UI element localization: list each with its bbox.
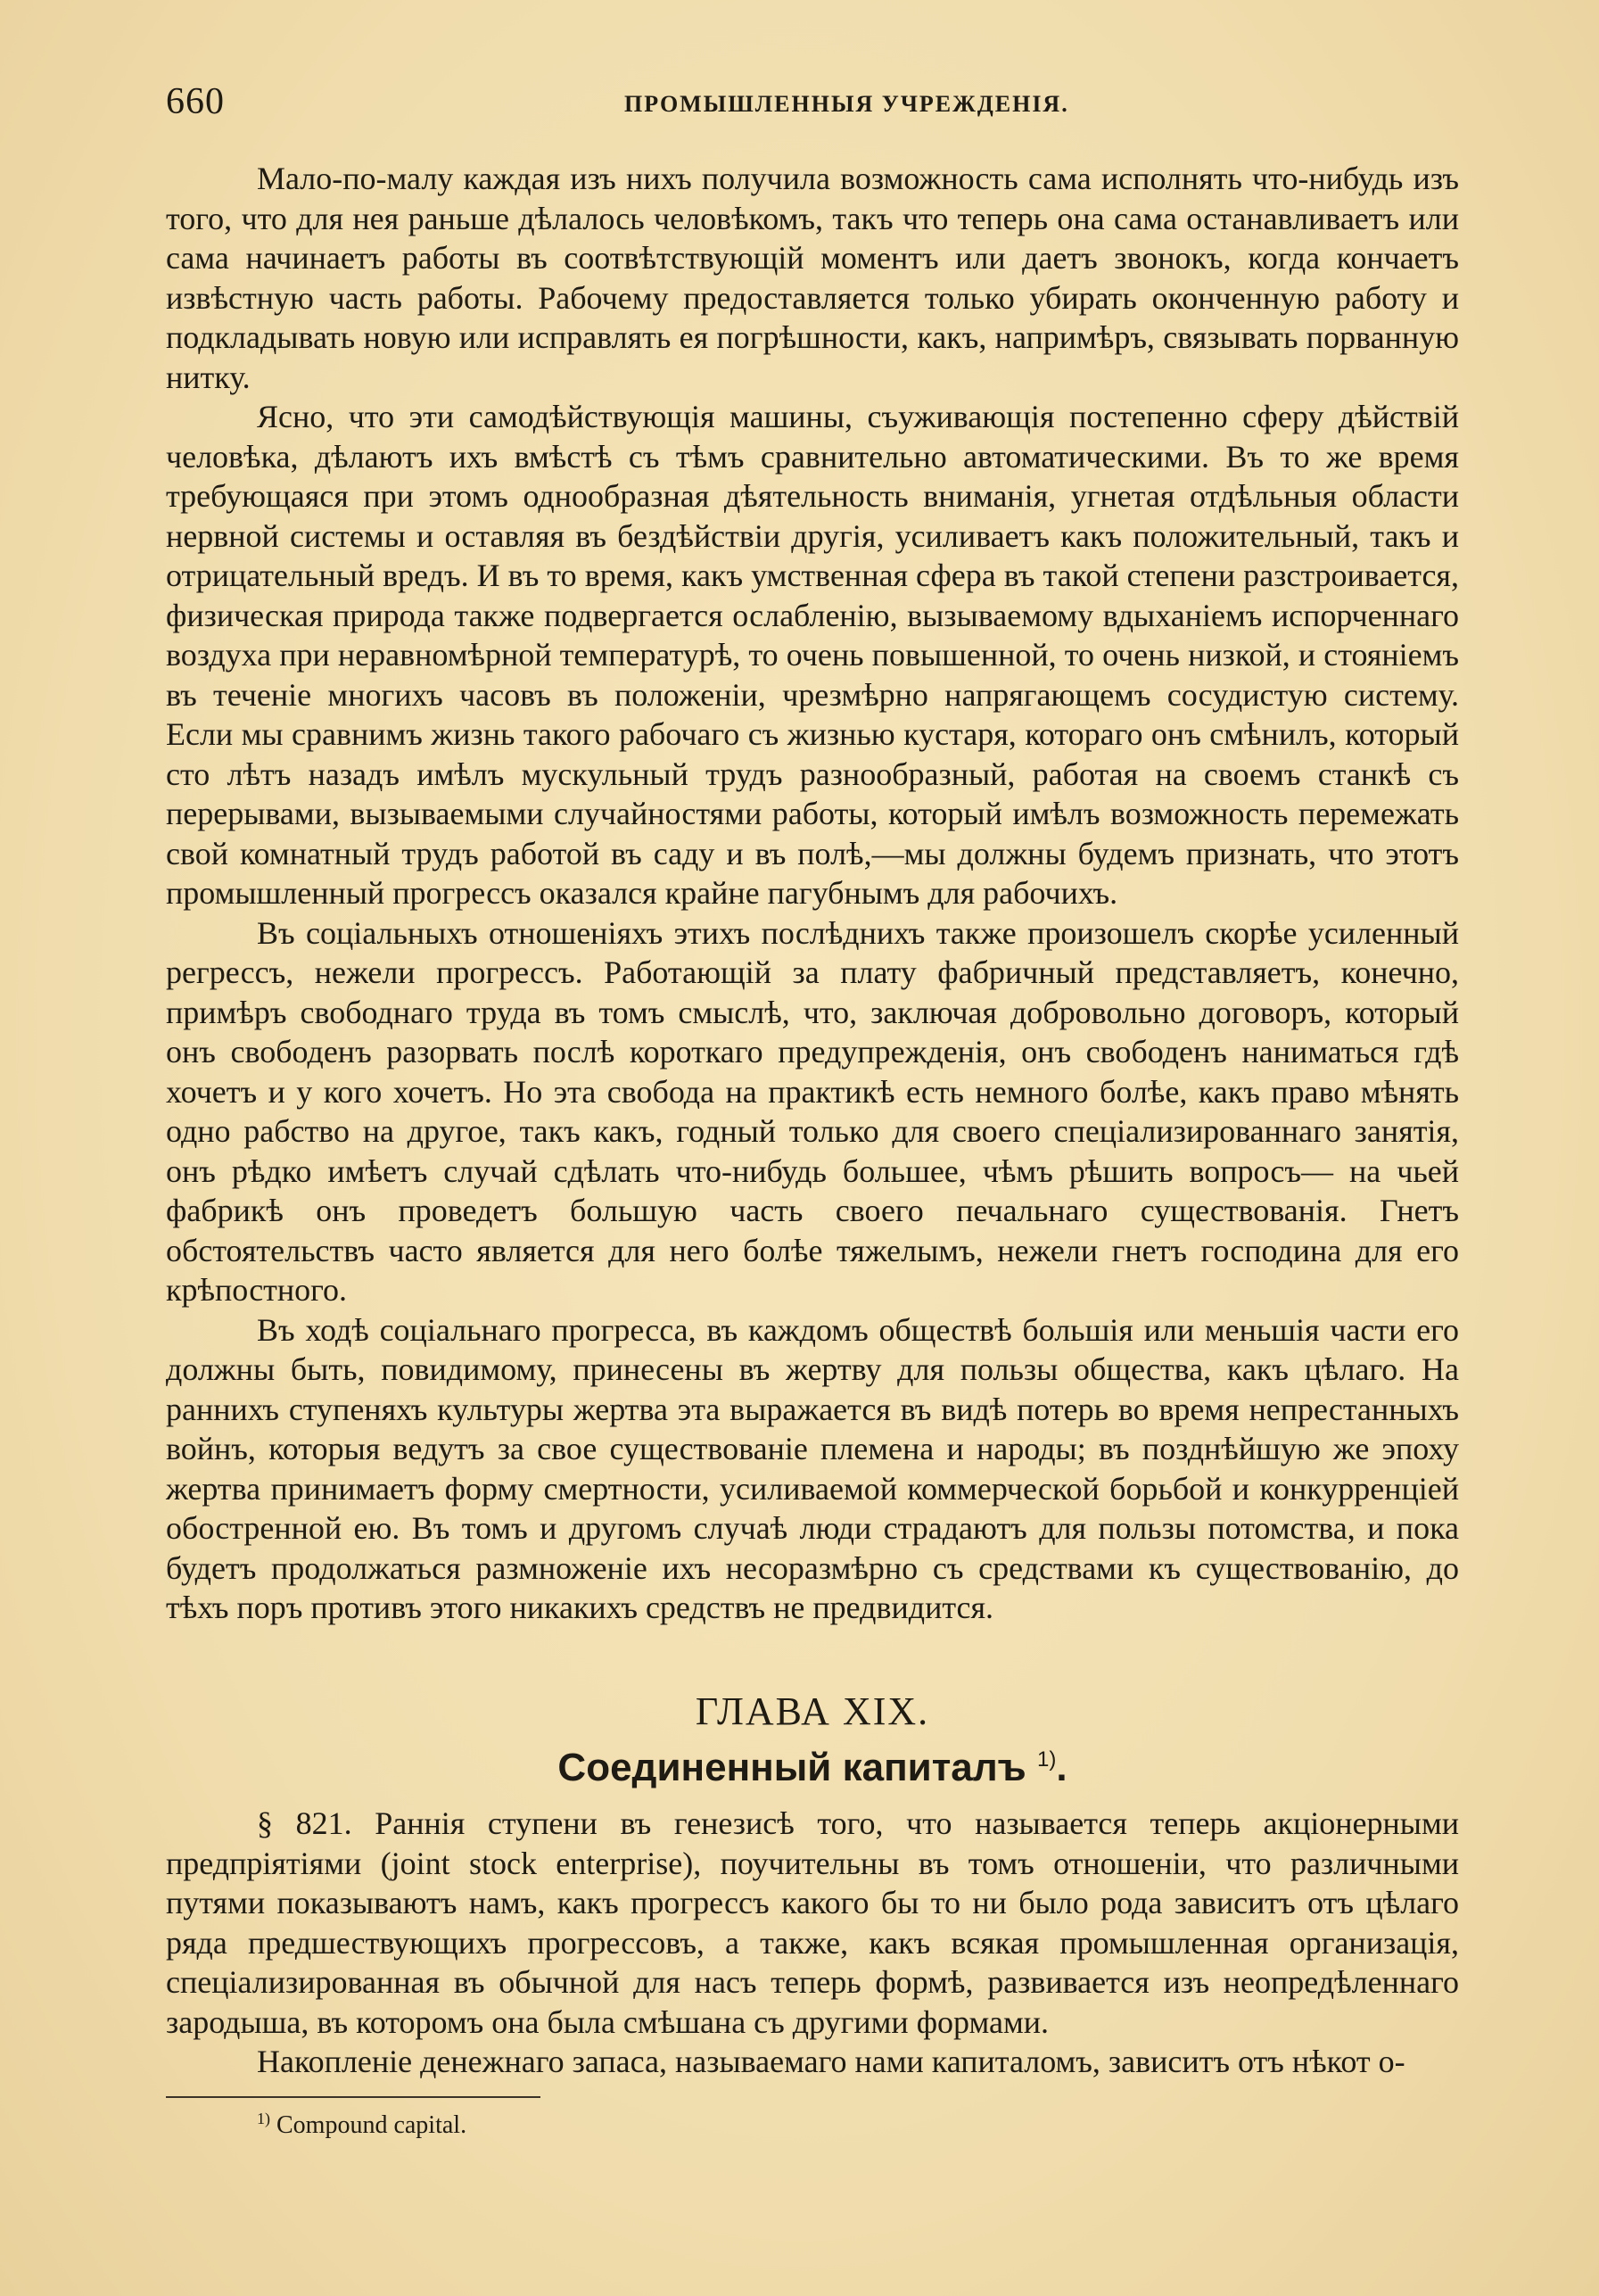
- paragraph: Въ соціальныхъ отношеніяхъ этихъ послѣднихъ также произошелъ скорѣе усиленный регрессъ, нежели прогрессъ. Работающій за плату фабричный представляетъ, конечно, примѣръ свободнаго труда въ томъ смыслѣ, что, заключая добровольно договоръ, который онъ свободенъ разорвать послѣ короткаго предупрежденія, онъ свободенъ наниматься гдѣ хочетъ и у кого хочетъ. Но эта свобода на практикѣ есть немного болѣе, какъ право мѣнять одно рабство на другое, такъ какъ, годный только для своего спеціализированнаго занятія, онъ рѣдко имѣетъ случай сдѣлать что-нибудь большее, чѣмъ рѣшить вопросъ— на чьей фабрикѣ онъ проведетъ большую часть своего печальнаго существованія. Гнетъ обстоятельствъ часто является для него болѣе тяжелымъ, нежели гнетъ господина для его крѣпостного.: [166, 914, 1459, 1308]
- body-text-section: [166, 1804, 1459, 2082]
- chapter-title: ГЛАВА XIX.: [695, 1689, 930, 1733]
- paragraph: § 821. Раннія ступени въ генезисѣ того, что называется теперь акціонерными предпріятіями (joint stock enterprise), поучительны въ томъ отношеніи, что различными путями показываютъ намъ, какъ прогрессъ какого бы то ни было рода зависитъ отъ цѣлаго ряда предшествующихъ прогрессовъ, а также, какъ всякая промышленная организація, спеціализированная въ обычной для насъ теперь формѣ, развивается изъ неопредѣленнаго зародыша, въ которомъ она была смѣшана съ другими формами.: [166, 1805, 1459, 2040]
- footnote-reference: 1): [1036, 1747, 1057, 1772]
- footnote-mark: 1): [257, 2110, 270, 2127]
- footnote-text: Compound capital.: [276, 2111, 467, 2139]
- running-head: ПРОМЫШЛЕННЫЯ УЧРЕЖДЕНІЯ.: [624, 91, 1069, 117]
- footnote: [257, 2110, 466, 2140]
- chapter-subtitle-end: .: [1056, 1746, 1067, 1789]
- body-text: [166, 159, 1459, 1628]
- paragraph: Въ ходѣ соціальнаго прогресса, въ каждомъ обществѣ большія или меньшія части его должны быть, повидимому, принесены въ жертву для пользы общества, какъ цѣлаго. На раннихъ ступеняхъ культуры жертва эта выражается въ видѣ потерь во время непрестанныхъ войнъ, которыя ведутъ за свое существованіе племена и народы; въ позднѣйшую же эпоху жертва принимаетъ форму смертности, усиливаемой коммерческой борьбой и конкурренціей обостренной ею. Въ томъ и другомъ случаѣ люди страдаютъ для пользы потомства, и пока будетъ продолжаться размноженіе ихъ несоразмѣрно съ средствами къ существованію, до тѣхъ поръ противъ этого никакихъ средствъ не предвидится.: [166, 1311, 1459, 1625]
- chapter-subtitle-text: Соединенный капиталъ: [557, 1746, 1026, 1789]
- chapter-subtitle: [166, 1746, 1459, 1790]
- paragraph: Ясно, что эти самодѣйствующія машины, съуживающія постепенно сферу дѣйствій человѣка, дѣлаютъ ихъ вмѣстѣ съ тѣмъ сравнительно автоматическими. Въ то же время требующаяся при этомъ однообразная дѣятельность вниманія, угнетая отдѣльныя области нервной системы и оставляя въ бездѣйствіи другія, усиливаетъ какъ положительный, такъ и отрицательный вредъ. И въ то время, какъ умственная сфера въ такой степени разстроивается, физическая природа также подвергается ослабленію, вызываемому вдыханіемъ испорченнаго воздуха при неравномѣрной температурѣ, то очень повышенной, то очень низкой, и стояніемъ въ теченіе многихъ часовъ въ положеніи, чрезмѣрно напрягающемъ сосудистую систему. Если мы сравнимъ жизнь такого рабочаго съ жизнью кустаря, котораго онъ смѣнилъ, который сто лѣтъ назадъ имѣлъ мускульный трудъ разнообразный, работая на своемъ станкѣ съ перерывами, вызываемыми случайностями работы, который имѣлъ возможность перемежать свой комнатный трудъ работой въ саду и въ полѣ,—мы должны будемъ признать, что этотъ промышленный прогрессъ оказался крайне пагубнымъ для рабочихъ.: [166, 399, 1459, 911]
- footnote-divider: [166, 2096, 540, 2098]
- paragraph: Накопленіе денежнаго запаса, называемаго нами капиталомъ, зависитъ отъ нѣкот о-: [257, 2044, 1405, 2079]
- page-number: 660: [166, 81, 225, 122]
- paragraph: Мало-по-малу каждая изъ нихъ получила возможность сама исполнять что-нибудь изъ того, что для нея раньше дѣлалось человѣкомъ, такъ что теперь она сама останавливаетъ или сама начинаетъ работы въ соотвѣтствующій моментъ или даетъ звонокъ, когда кончаетъ извѣстную часть работы. Рабочему предоставляется только убирать оконченную работу и подкладывать новую или исправлять ея погрѣшности, какъ, напримѣръ, связывать порванную нитку.: [166, 161, 1459, 395]
